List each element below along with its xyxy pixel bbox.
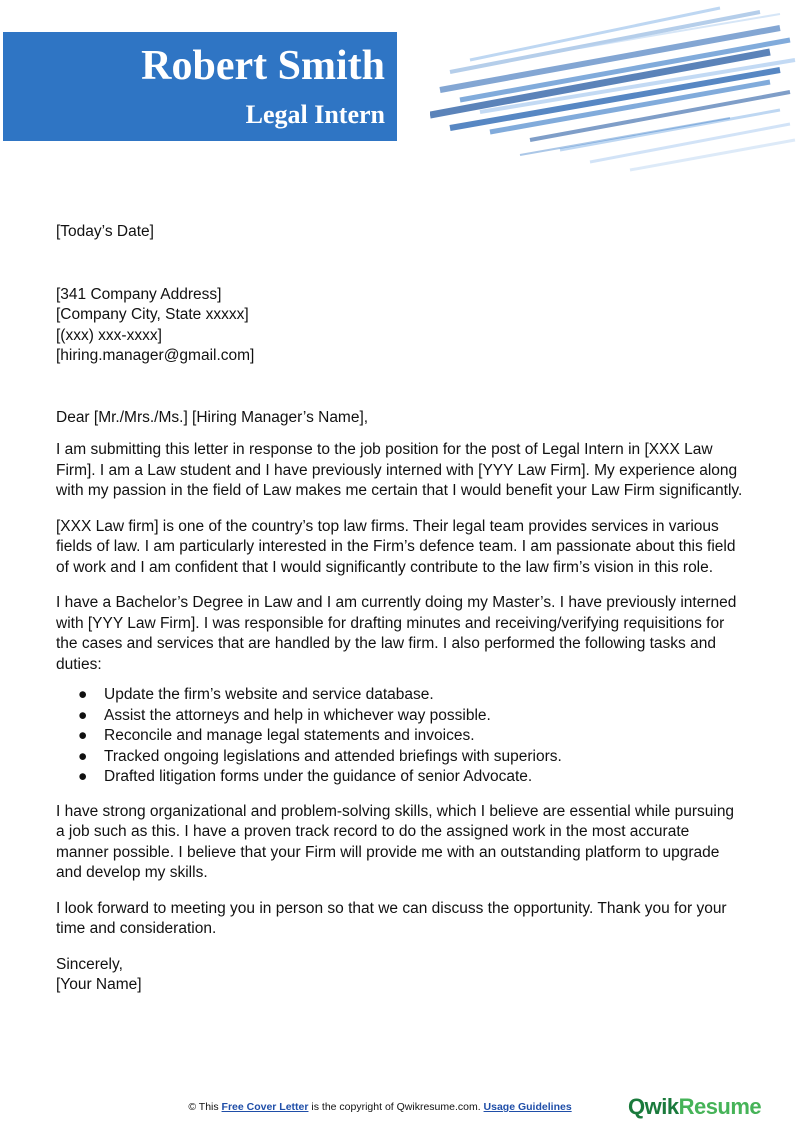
bullet-icon: ● [78, 747, 88, 765]
cover-letter-body [56, 222, 746, 996]
body-paragraph: [XXX Law firm] is one of the country’s top law firms. Their legal team provides services in various fields of law. I am particularly interested in the Firm’s defence team. I am passionate about this field of work and I am confident that I would significantly contribute to the law firm’s vision in this role. [56, 517, 736, 576]
list-item: ● Update the firm’s website and service database. [56, 685, 746, 706]
closing-paragraph: I have strong organizational and problem-solving skills, which I believe are essential while pursuing a job such as this. I have a proven track record to do the assigned work in the most accurate manner possible. I believe that your Firm will provide me with an outstanding platform to upgrade and develop my skills. [56, 802, 735, 881]
header-banner [3, 32, 397, 141]
list-item: ● Assist the attorneys and help in whichever way possible. [56, 706, 746, 727]
list-item: ● Tracked ongoing legislations and attended briefings with superiors. [56, 747, 746, 768]
recipient-address [56, 285, 746, 367]
candidate-name: Robert Smith [141, 43, 385, 89]
decorative-stripes [430, 0, 800, 180]
signoff: Sincerely, [56, 955, 123, 973]
address-line: [Company City, State xxxxx] [56, 306, 249, 323]
list-item: ● Drafted litigation forms under the guidance of senior Advocate. [56, 767, 746, 788]
body-paragraph: I have a Bachelor’s Degree in Law and I am currently doing my Master’s. I have previously interned with [YYY Law Firm]. I was responsible for drafting minutes and receiving/verifying requisitions for the cases and services that are handled by the law firm. I also performed the following tasks and duties: [56, 594, 737, 673]
logo-part-resume: Resume [678, 1094, 762, 1119]
body-paragraph: I am submitting this letter in response to the job position for the post of Legal Intern in [XXX Law Firm]. I am a Law student and I have previously interned with [YYY Law Firm]. My experience along with my passion in the field of Law makes me certain that I would benefit your Law Firm significantly. [56, 441, 743, 499]
address-line: [(xxx) xxx-xxxx] [56, 326, 162, 344]
bullet-icon: ● [78, 768, 88, 785]
free-cover-letter-link[interactable]: Free Cover Letter [221, 1101, 309, 1113]
letter-date: [Today’s Date] [56, 223, 154, 240]
usage-guidelines-link[interactable]: Usage Guidelines [483, 1101, 572, 1113]
bullet-icon: ● [78, 706, 88, 724]
address-line: [hiring.manager@gmail.com] [56, 347, 255, 364]
salutation: Dear [Mr./Mrs./Ms.] [Hiring Manager’s Name], [56, 408, 369, 426]
logo-part-qwik: Qwik [628, 1094, 679, 1119]
footer-middle: is the copyright of Qwikresume.com. [308, 1101, 484, 1113]
address-line: [341 Company Address] [56, 285, 222, 303]
task-list [56, 685, 746, 788]
footer-prefix: © This [188, 1101, 222, 1113]
closing-paragraph: I look forward to meeting you in person so that we can discuss the opportunity. Thank you for your time and consideration. [56, 899, 727, 937]
signature-name: [Your Name] [56, 976, 142, 993]
bullet-icon: ● [78, 727, 88, 744]
list-item: ● Reconcile and manage legal statements and invoices. [56, 726, 746, 747]
bullet-icon: ● [78, 686, 88, 703]
job-title: Legal Intern [245, 100, 385, 129]
qwikresume-logo[interactable] [628, 1094, 761, 1120]
